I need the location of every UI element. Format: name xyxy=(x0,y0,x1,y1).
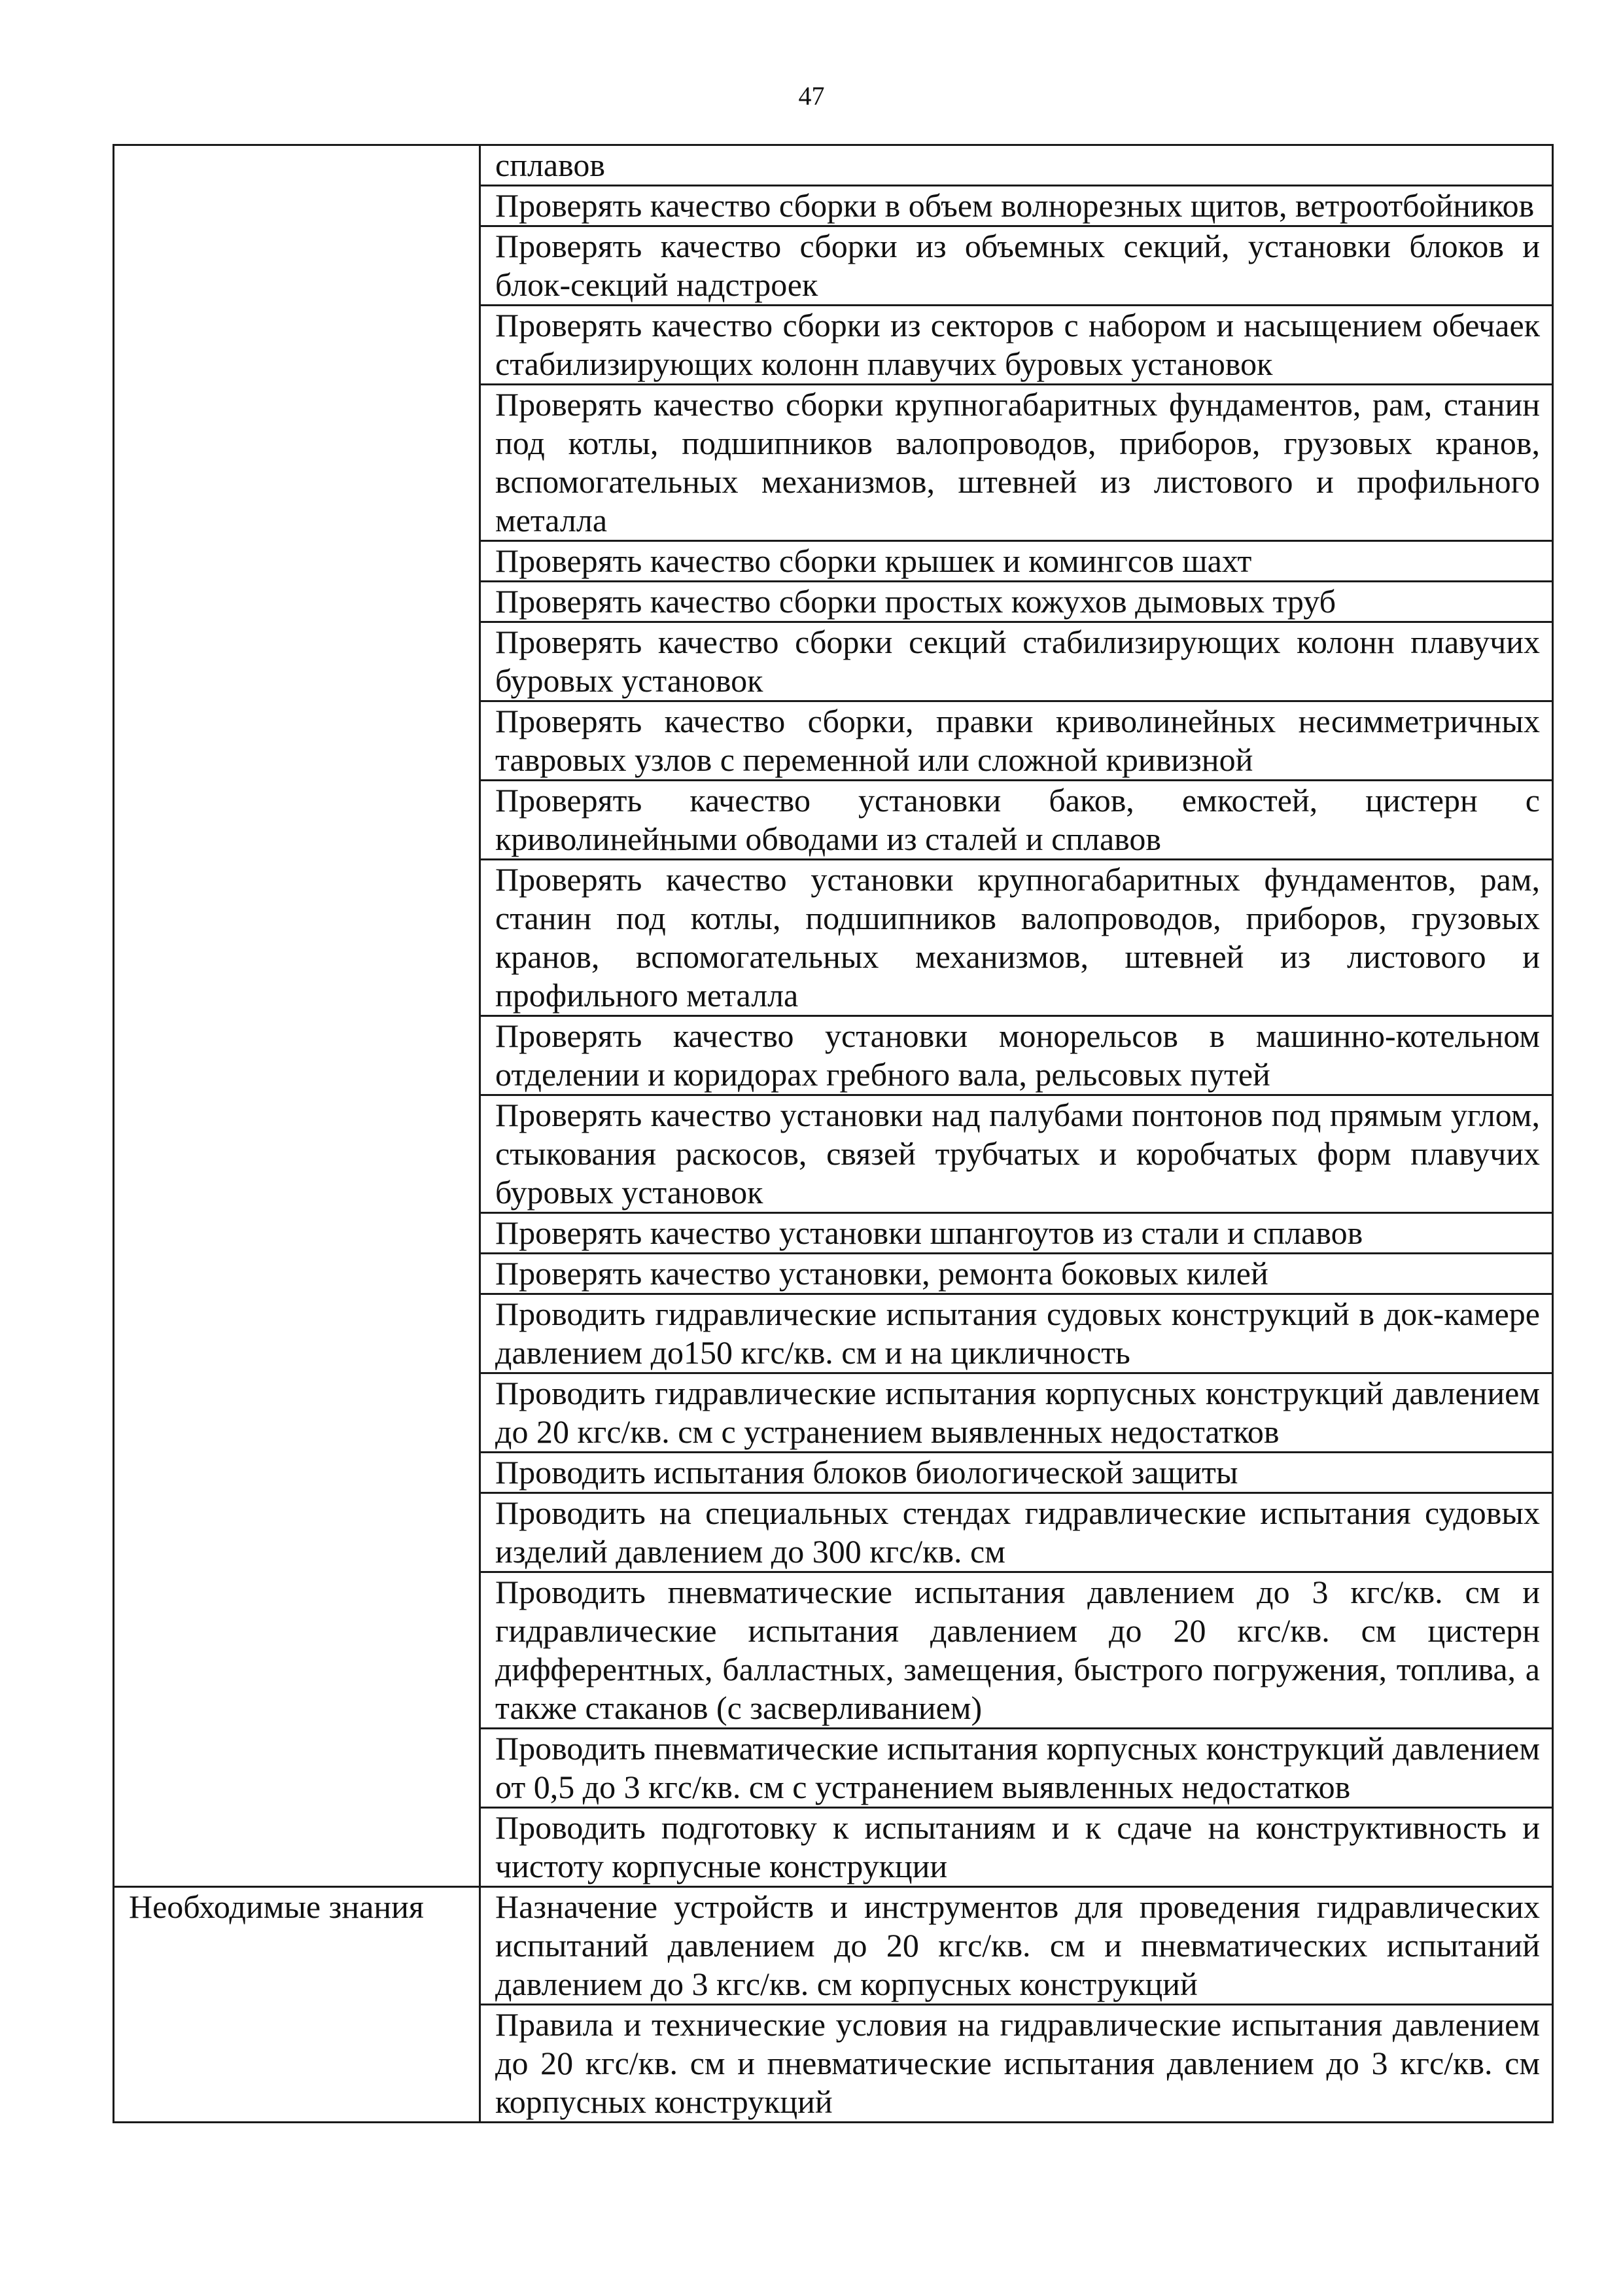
requirement-cell: Правила и технические условия на гидравлические испытания давлением до 20 кгс/кв. см и пневматические испытания давлением до 3 кгс/кв. см корпусных конструкций xyxy=(480,2005,1553,2123)
requirement-cell: Проверять качество сборки в объем волнорезных щитов, ветроотбойников xyxy=(480,186,1553,226)
requirements-table xyxy=(113,144,1554,2123)
requirement-cell: Проводить гидравлические испытания судовых конструкций в док-камере давлением до150 кгс/кв. см и на цикличность xyxy=(480,1294,1553,1373)
table-row xyxy=(114,145,1553,186)
section-label-cell xyxy=(114,145,480,1887)
requirement-cell: Проводить гидравлические испытания корпусных конструкций давлением до 20 кгс/кв. см с устранением выявленных недостатков xyxy=(480,1373,1553,1453)
requirement-cell: Проверять качество установки монорельсов в машинно-котельном отделении и коридорах гребного вала, рельсовых путей xyxy=(480,1016,1553,1095)
requirement-cell: Проверять качество установки баков, емкостей, цистерн с криволинейными обводами из сталей и сплавов xyxy=(480,781,1553,860)
requirement-cell: Проверять качество установки, ремонта боковых килей xyxy=(480,1254,1553,1294)
requirement-cell: Проверять качество сборки из секторов с набором и насыщением обечаек стабилизирующих колонн плавучих буровых установок xyxy=(480,306,1553,385)
table-row xyxy=(114,1887,1553,2005)
requirement-cell: Назначение устройств и инструментов для проведения гидравлических испытаний давлением до 20 кгс/кв. см и пневматических испытаний давлением до 3 кгс/кв. см корпусных конструкций xyxy=(480,1887,1553,2005)
requirement-cell: Проверять качество сборки, правки криволинейных несимметричных тавровых узлов с переменной или сложной кривизной xyxy=(480,701,1553,781)
requirement-cell: Проводить подготовку к испытаниям и к сдаче на конструктивность и чистоту корпусные конструкции xyxy=(480,1808,1553,1887)
requirement-cell: Проводить пневматические испытания давлением до 3 кгс/кв. см и гидравлические испытания давлением до 20 кгс/кв. см цистерн дифферентных, балластных, замещения, быстрого погружения, топлива, а также стаканов (с засверливанием) xyxy=(480,1572,1553,1729)
requirement-cell: Проводить на специальных стендах гидравлические испытания судовых изделий давлением до 300 кгс/кв. см xyxy=(480,1493,1553,1572)
requirement-cell: Проверять качество сборки простых кожухов дымовых труб xyxy=(480,582,1553,622)
requirement-cell: Проверять качество установки над палубами понтонов под прямым углом, стыкования раскосов, связей трубчатых и коробчатых форм плавучих буровых установок xyxy=(480,1095,1553,1213)
page-number: 47 xyxy=(798,81,825,111)
requirement-cell: Проверять качество сборки из объемных секций, установки блоков и блок-секций надстроек xyxy=(480,226,1553,306)
requirement-cell: Проверять качество установки шпангоутов из стали и сплавов xyxy=(480,1213,1553,1254)
requirement-cell: Проверять качество сборки секций стабилизирующих колонн плавучих буровых установок xyxy=(480,622,1553,701)
section-label-cell: Необходимые знания xyxy=(114,1887,480,2123)
requirement-cell: Проводить испытания блоков биологической защиты xyxy=(480,1453,1553,1493)
requirement-cell: Проверять качество установки крупногабаритных фундаментов, рам, станин под котлы, подшипников валопроводов, приборов, грузовых кранов, вспомогательных механизмов, штевней из листового и профильного металла xyxy=(480,860,1553,1016)
requirement-cell: Проверять качество сборки крышек и комингсов шахт xyxy=(480,541,1553,582)
requirement-cell: сплавов xyxy=(480,145,1553,186)
requirement-cell: Проверять качество сборки крупногабаритных фундаментов, рам, станин под котлы, подшипников валопроводов, приборов, грузовых кранов, вспомогательных механизмов, штевней из листового и профильного металла xyxy=(480,385,1553,541)
requirement-cell: Проводить пневматические испытания корпусных конструкций давлением от 0,5 до 3 кгс/кв. см с устранением выявленных недостатков xyxy=(480,1729,1553,1808)
requirements-table-body xyxy=(114,145,1553,2123)
